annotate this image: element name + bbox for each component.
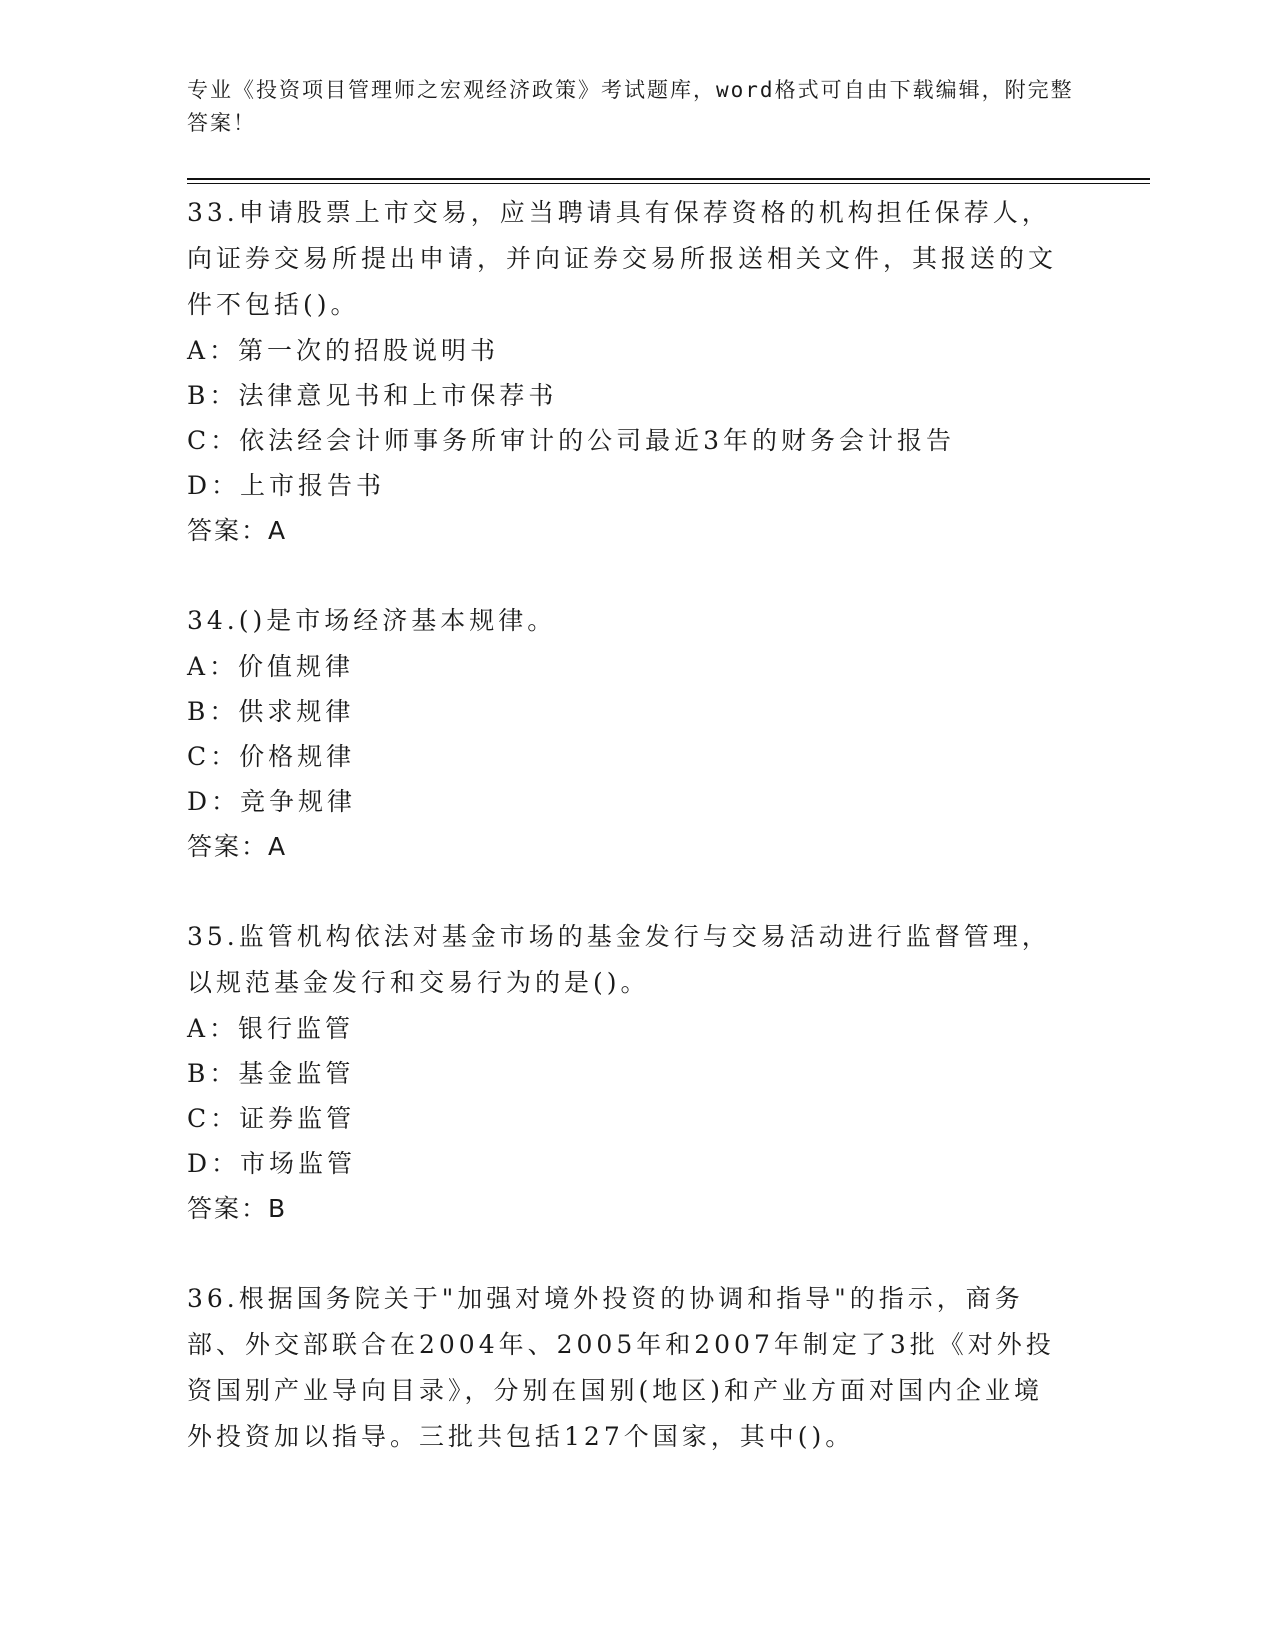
question-gap bbox=[187, 870, 1067, 914]
question-36 bbox=[187, 1276, 1067, 1460]
option-d: D：竞争规律 bbox=[187, 787, 357, 816]
question-gap bbox=[187, 1232, 1067, 1276]
option-d: D：市场监管 bbox=[187, 1149, 357, 1178]
answer: 答案：A bbox=[187, 516, 288, 545]
option-c: C：价格规律 bbox=[187, 742, 356, 771]
option-a: A：价值规律 bbox=[187, 652, 355, 681]
question-stem: 33.申请股票上市交易，应当聘请具有保荐资格的机构担任保荐人，向证券交易所提出申请，并向证券交易所报送相关文件，其报送的文件不包括()。 bbox=[187, 198, 1058, 319]
question-list bbox=[187, 190, 1067, 1460]
question-stem: 35.监管机构依法对基金市场的基金发行与交易活动进行监督管理，以规范基金发行和交易行为的是()。 bbox=[187, 922, 1051, 997]
question-35 bbox=[187, 914, 1067, 1232]
question-33 bbox=[187, 190, 1067, 554]
document-header: 专业《投资项目管理师之宏观经济政策》考试题库，word格式可自由下载编辑，附完整答案！ bbox=[187, 78, 1074, 135]
option-b: B：法律意见书和上市保荐书 bbox=[187, 381, 558, 410]
question-gap bbox=[187, 554, 1067, 598]
answer: 答案：B bbox=[187, 1194, 288, 1223]
option-c: C：依法经会计师事务所审计的公司最近3年的财务会计报告 bbox=[187, 426, 956, 455]
header-rule-thin bbox=[187, 183, 1150, 184]
option-b: B：基金监管 bbox=[187, 1059, 355, 1088]
answer: 答案：A bbox=[187, 832, 288, 861]
question-stem: 34.()是市场经济基本规律。 bbox=[187, 606, 557, 635]
question-stem: 36.根据国务院关于"加强对境外投资的协调和指导"的指示，商务部、外交部联合在2004年、2005年和2007年制定了3批《对外投资国别产业导向目录》，分别在国别(地区)和产业方面对国内企业境外投资加以指导。三批共包括127个国家，其中()。 bbox=[187, 1284, 1055, 1451]
option-a: A：银行监管 bbox=[187, 1014, 355, 1043]
question-34 bbox=[187, 598, 1067, 870]
header-rule-thick bbox=[187, 178, 1150, 180]
option-c: C：证券监管 bbox=[187, 1104, 356, 1133]
option-d: D：上市报告书 bbox=[187, 471, 386, 500]
option-a: A：第一次的招股说明书 bbox=[187, 336, 500, 365]
option-b: B：供求规律 bbox=[187, 697, 355, 726]
